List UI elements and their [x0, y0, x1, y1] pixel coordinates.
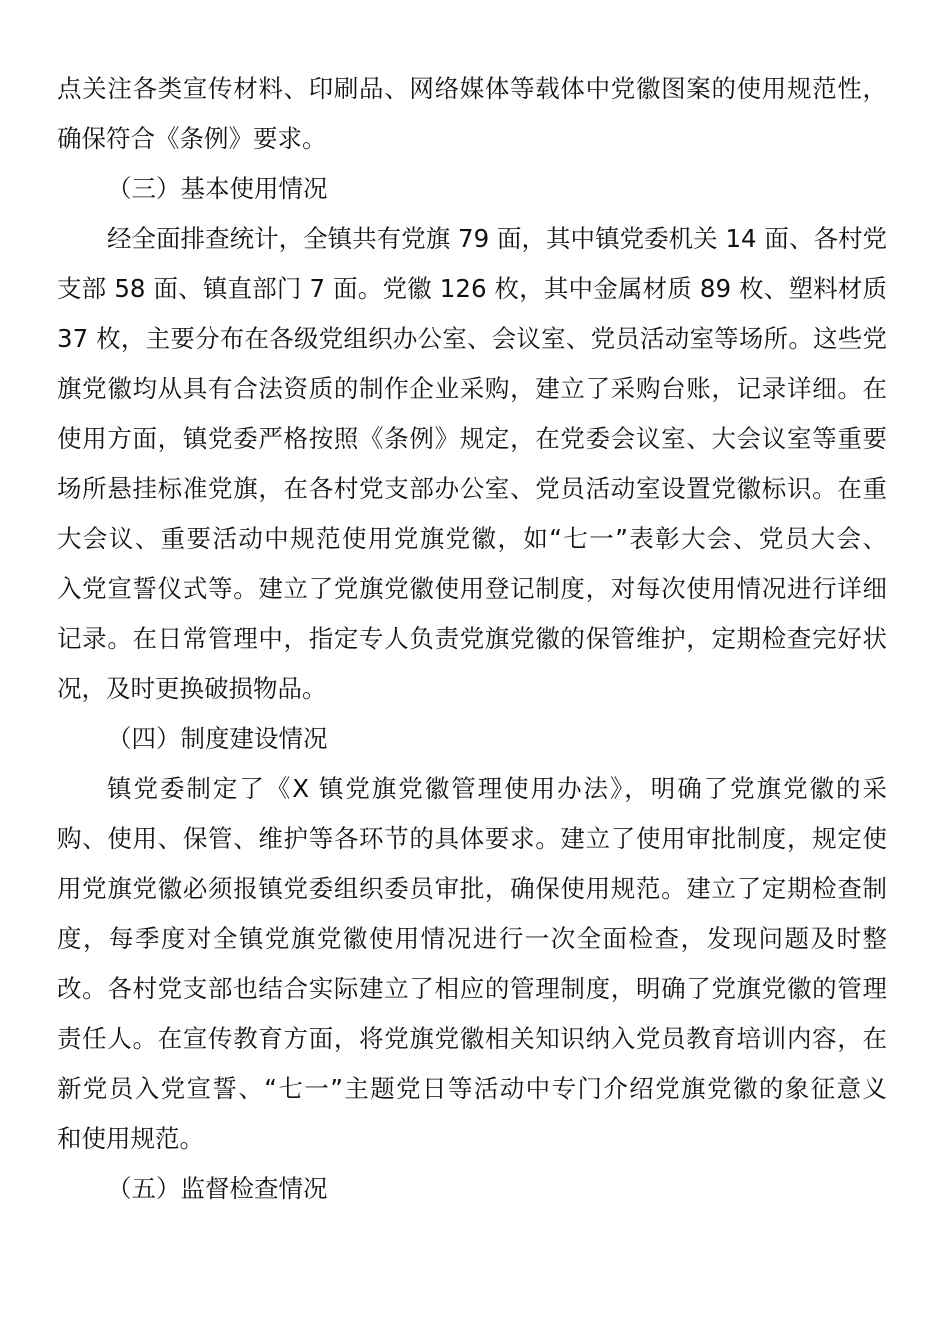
- section-heading-4: （四）制度建设情况: [107, 724, 328, 753]
- document-page: [57, 64, 887, 1214]
- paragraph-line: 新党员入党宣誓、“七一”主题党日等活动中专门介绍党旗党徽的象征意义: [57, 1074, 887, 1103]
- paragraph-line: 和使用规范。: [57, 1124, 204, 1153]
- paragraph-line: 支部 58 面、镇直部门 7 面。党徽 126 枚，其中金属材质 89 枚、塑料材质: [57, 274, 887, 303]
- paragraph-line: 责任人。在宣传教育方面，将党旗党徽相关知识纳入党员教育培训内容，在: [57, 1024, 887, 1053]
- section-heading-5: （五）监督检查情况: [107, 1174, 328, 1203]
- paragraph-line: 改。各村党支部也结合实际建立了相应的管理制度，明确了党旗党徽的管理: [57, 974, 887, 1003]
- paragraph-line: 记录。在日常管理中，指定专人负责党旗党徽的保管维护，定期检查完好状: [57, 624, 887, 653]
- paragraph-line: 镇党委制定了《X 镇党旗党徽管理使用办法》，明确了党旗党徽的采: [107, 774, 887, 803]
- paragraph-line: 旗党徽均从具有合法资质的制作企业采购，建立了采购台账，记录详细。在: [57, 374, 887, 403]
- section-heading-3: （三）基本使用情况: [107, 174, 328, 203]
- paragraph-line: 场所悬挂标准党旗，在各村党支部办公室、党员活动室设置党徽标识。在重: [57, 474, 887, 503]
- paragraph-line: 点关注各类宣传材料、印刷品、网络媒体等载体中党徽图案的使用规范性，: [57, 74, 887, 103]
- paragraph-line: 大会议、重要活动中规范使用党旗党徽，如“七一”表彰大会、党员大会、: [57, 524, 887, 553]
- paragraph-line: 使用方面，镇党委严格按照《条例》规定，在党委会议室、大会议室等重要: [57, 424, 887, 453]
- paragraph-line: 37 枚，主要分布在各级党组织办公室、会议室、党员活动室等场所。这些党: [57, 324, 887, 353]
- paragraph-line: 入党宣誓仪式等。建立了党旗党徽使用登记制度，对每次使用情况进行详细: [57, 574, 887, 603]
- paragraph-line: 购、使用、保管、维护等各环节的具体要求。建立了使用审批制度，规定使: [57, 824, 887, 853]
- paragraph-line: 用党旗党徽必须报镇党委组织委员审批，确保使用规范。建立了定期检查制: [57, 874, 887, 903]
- paragraph-line: 况，及时更换破损物品。: [57, 674, 327, 703]
- paragraph-line: 确保符合《条例》要求。: [57, 124, 327, 153]
- paragraph-line: 度，每季度对全镇党旗党徽使用情况进行一次全面检查，发现问题及时整: [57, 924, 887, 953]
- paragraph-line: 经全面排查统计，全镇共有党旗 79 面，其中镇党委机关 14 面、各村党: [107, 224, 887, 253]
